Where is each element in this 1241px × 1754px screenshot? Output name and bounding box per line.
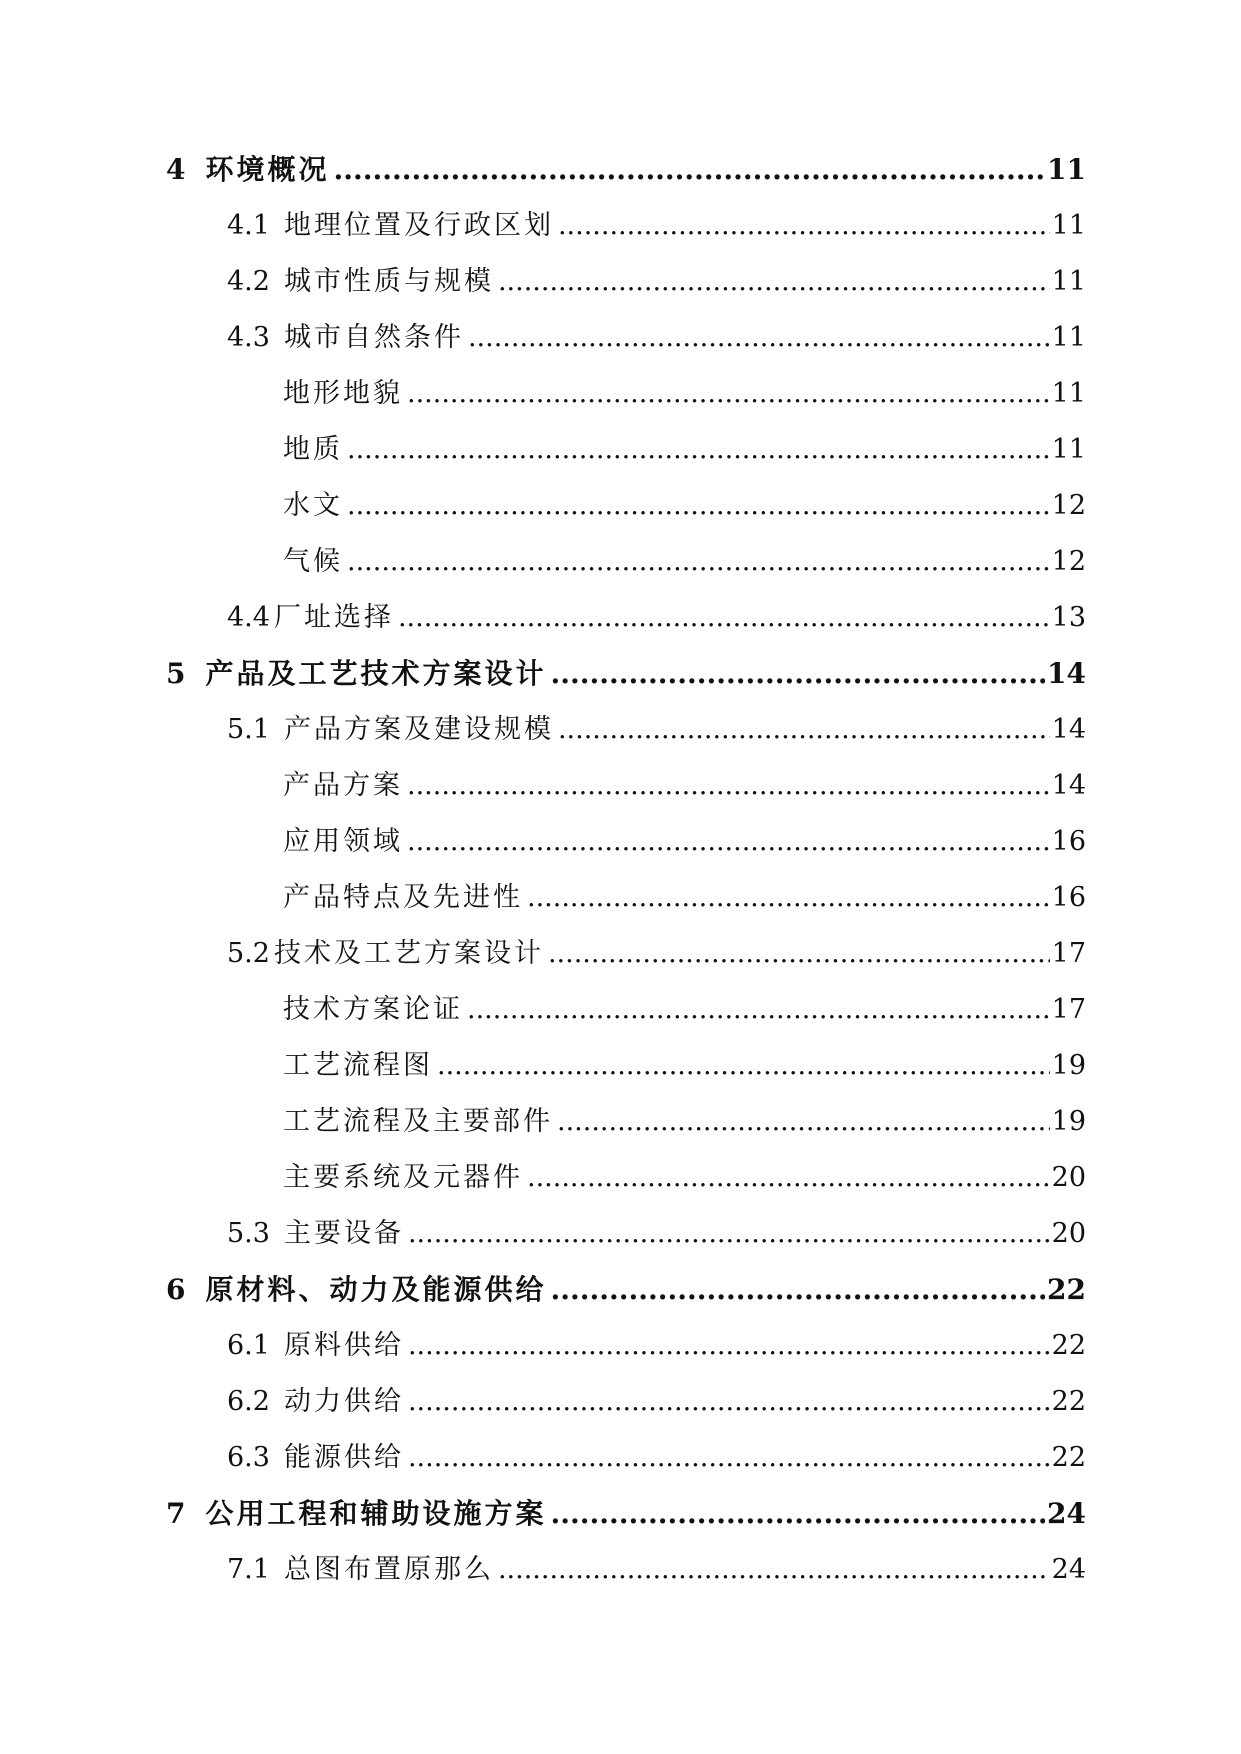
toc-page: 22 [1047, 1273, 1086, 1306]
toc-page: 11 [1051, 266, 1086, 297]
toc-number: 4.4 [227, 602, 270, 633]
toc-entry[interactable] [283, 1046, 1086, 1086]
toc-number: 5 [166, 657, 186, 690]
toc-leader [498, 262, 1050, 302]
toc-number: 7 [166, 1497, 186, 1530]
toc-title: 地理位置及行政区划 [283, 210, 554, 241]
toc-leader [408, 1214, 1050, 1254]
toc-number: 4.3 [227, 322, 270, 353]
toc-title: 主要系统及元器件 [283, 1162, 523, 1193]
toc-leader [551, 1270, 1046, 1310]
toc-title: 动力供给 [283, 1386, 404, 1417]
toc-entry[interactable] [166, 1494, 1086, 1534]
toc-leader [408, 1438, 1050, 1478]
toc-entry[interactable] [283, 766, 1086, 806]
toc-leader [468, 318, 1050, 358]
toc-page: 24 [1047, 1497, 1086, 1530]
toc-entry[interactable] [166, 150, 1086, 190]
toc-entry[interactable] [283, 990, 1086, 1030]
toc-page: 14 [1051, 770, 1086, 801]
toc-leader [557, 1102, 1050, 1142]
toc-number: 4.1 [227, 210, 270, 241]
toc-leader [551, 1494, 1046, 1534]
toc-entry[interactable] [283, 822, 1086, 862]
toc-entry[interactable] [283, 430, 1086, 470]
toc-leader [408, 1326, 1050, 1366]
toc-entry[interactable] [283, 878, 1086, 918]
toc-title: 产品方案 [283, 770, 403, 801]
toc-entry[interactable] [283, 486, 1086, 526]
toc-title: 城市自然条件 [283, 322, 464, 353]
toc-entry[interactable] [227, 262, 1086, 302]
toc-leader [407, 766, 1050, 806]
toc-page: 12 [1051, 546, 1086, 577]
toc-number: 5.2 [227, 938, 270, 969]
toc-leader [467, 990, 1050, 1030]
toc-page: 22 [1051, 1330, 1086, 1361]
toc-page: 16 [1051, 826, 1086, 857]
toc-number: 5.3 [227, 1218, 270, 1249]
toc-page: 16 [1051, 882, 1086, 913]
toc-leader [408, 1382, 1050, 1422]
toc-number: 6 [166, 1273, 186, 1306]
toc-leader [334, 150, 1046, 190]
toc-leader [437, 1046, 1050, 1086]
toc-number: 6.3 [227, 1442, 270, 1473]
toc-page: 13 [1051, 602, 1086, 633]
toc-leader [407, 822, 1050, 862]
toc-page: 11 [1047, 153, 1086, 186]
toc-title: 工艺流程及主要部件 [283, 1106, 553, 1137]
toc-page: 17 [1051, 938, 1086, 969]
toc-page: 19 [1051, 1106, 1086, 1137]
toc-title: 厂址选择 [273, 602, 394, 633]
toc-title: 原材料、动力及能源供给 [205, 1273, 547, 1306]
toc-entry[interactable] [227, 206, 1086, 246]
toc-title: 公用工程和辅助设施方案 [205, 1497, 547, 1530]
toc-page: 22 [1051, 1442, 1086, 1473]
toc-title: 产品及工艺技术方案设计 [205, 657, 547, 690]
toc-entry[interactable] [227, 1214, 1086, 1254]
toc-title: 产品特点及先进性 [283, 882, 523, 913]
toc-entry[interactable] [227, 1550, 1086, 1590]
toc-entry[interactable] [166, 654, 1086, 694]
toc-leader [398, 598, 1050, 638]
toc-page: 11 [1051, 210, 1086, 241]
toc-leader [551, 654, 1046, 694]
toc-title: 应用领域 [283, 826, 403, 857]
toc-leader [548, 934, 1050, 974]
toc-page: 11 [1051, 322, 1086, 353]
toc-number: 6.1 [227, 1330, 270, 1361]
toc-entry[interactable] [227, 1438, 1086, 1478]
toc-title: 原料供给 [283, 1330, 404, 1361]
toc-number: 4 [166, 153, 186, 186]
toc-leader [407, 374, 1050, 414]
toc-title: 产品方案及建设规模 [283, 714, 554, 745]
toc-leader [558, 206, 1050, 246]
toc-leader [347, 430, 1050, 470]
toc-title: 技术方案论证 [283, 994, 463, 1025]
toc-entry[interactable] [227, 1382, 1086, 1422]
toc-entry[interactable] [227, 710, 1086, 750]
toc-leader [347, 486, 1050, 526]
toc-number: 7.1 [227, 1554, 270, 1585]
toc-leader [498, 1550, 1050, 1590]
toc-entry[interactable] [283, 374, 1086, 414]
toc-leader [527, 878, 1050, 918]
toc-page: 17 [1051, 994, 1086, 1025]
toc-title: 气候 [283, 546, 343, 577]
toc-leader [347, 542, 1050, 582]
toc-title: 城市性质与规模 [283, 266, 494, 297]
toc-page: 14 [1047, 657, 1086, 690]
toc-title: 地形地貌 [283, 378, 403, 409]
toc-title: 水文 [283, 490, 343, 521]
toc-title: 总图布置原那么 [283, 1554, 494, 1585]
toc-title: 工艺流程图 [283, 1050, 433, 1081]
toc-entry[interactable] [227, 598, 1086, 638]
toc-page: 19 [1051, 1050, 1086, 1081]
toc-entry[interactable] [166, 1270, 1086, 1310]
toc-number: 4.2 [227, 266, 270, 297]
toc-page: 20 [1051, 1218, 1086, 1249]
toc-number: 6.2 [227, 1386, 270, 1417]
toc-entry[interactable] [227, 934, 1086, 974]
toc-title: 能源供给 [283, 1442, 404, 1473]
toc-page: 20 [1051, 1162, 1086, 1193]
toc-page: 24 [1051, 1554, 1086, 1585]
toc-title: 技术及工艺方案设计 [273, 938, 544, 969]
toc-page: 14 [1051, 714, 1086, 745]
toc-entry[interactable] [283, 1158, 1086, 1198]
toc-page: 11 [1051, 378, 1086, 409]
toc-title: 地质 [283, 434, 343, 465]
toc-title: 主要设备 [283, 1218, 404, 1249]
toc-entry[interactable] [283, 1102, 1086, 1142]
toc-page: 22 [1051, 1386, 1086, 1417]
toc-number: 5.1 [227, 714, 270, 745]
toc-entry[interactable] [227, 318, 1086, 358]
toc-page: 11 [1051, 434, 1086, 465]
toc-leader [527, 1158, 1050, 1198]
toc-page: 12 [1051, 490, 1086, 521]
toc-entry[interactable] [283, 542, 1086, 582]
toc-entry[interactable] [227, 1326, 1086, 1366]
toc-title: 环境概况 [205, 153, 330, 186]
toc-leader [558, 710, 1050, 750]
